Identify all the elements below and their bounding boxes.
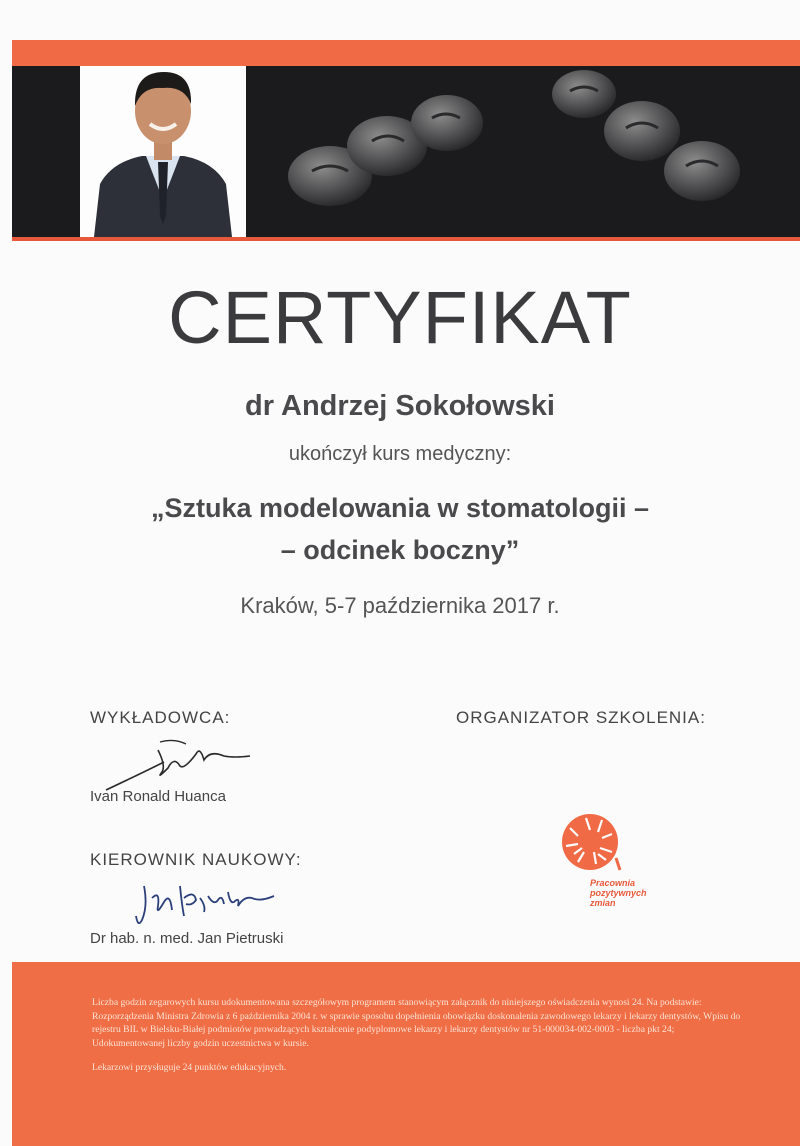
organizer-logo-line-1: Pracownia: [590, 878, 636, 888]
course-title-line-2: – odcinek boczny”: [280, 535, 520, 565]
recipient-name: dr Andrzej Sokołowski: [245, 390, 555, 422]
lecturer-name: Ivan Ronald Huanca: [90, 788, 226, 805]
footer-notes: [92, 996, 742, 1086]
scientific-head-name: Dr hab. n. med. Jan Pietruski: [90, 930, 284, 947]
place-and-date: Kraków, 5-7 października 2017 r.: [240, 593, 560, 618]
top-accent-bar: [12, 40, 800, 66]
organizer-logo-line-3: zmian: [590, 898, 616, 908]
lecturer-label: WYKŁADOWCA:: [90, 708, 231, 727]
organizer-logo: [556, 808, 624, 876]
scientific-head-label: KIEROWNIK NAUKOWY:: [90, 850, 302, 869]
organizer-logo-text: [590, 878, 647, 908]
organizer-logo-line-2: pozytywnych: [590, 888, 647, 898]
certificate-title: CERTYFIKAT: [168, 276, 632, 359]
completed-course-text: ukończył kurs medyczny:: [288, 443, 512, 465]
footer-paragraph-2: Lekarzowi przysługuje 24 punktów edukacyjnych.: [92, 1062, 287, 1073]
lecturer-photo: [80, 66, 246, 237]
scientific-head-signature: [134, 876, 284, 932]
banner-accent-line: [12, 237, 800, 241]
organizer-label: ORGANIZATOR SZKOLENIA:: [456, 708, 706, 727]
course-title: [0, 487, 800, 571]
footer-paragraph-1: Liczba godzin zegarowych kursu udokumentowana szczegółowym programem stanowiącym załącznik do niniejszego oświadczenia wynosi 24. Na podstawie: Rozporządzenia Ministra Zdrowia z 6 października 2004 r. w sprawie sposobu dopełnienia obowiązku doskonalenia zawodowego lekarzy i lekarzy dentystów, Wpisu do rejestru BIL w Bielsku-Białej podmiotów prowadzących kształcenie podyplomowe lekarzy i lekarzy dentystów nr 51-000034-002-0003 - liczba pkt 24; Udokumentowanej liczby godzin uczestnictwa w kursie.: [92, 997, 741, 1049]
lecturer-signature: [100, 732, 270, 794]
course-title-line-1: „Sztuka modelowania w stomatologii –: [150, 493, 650, 523]
